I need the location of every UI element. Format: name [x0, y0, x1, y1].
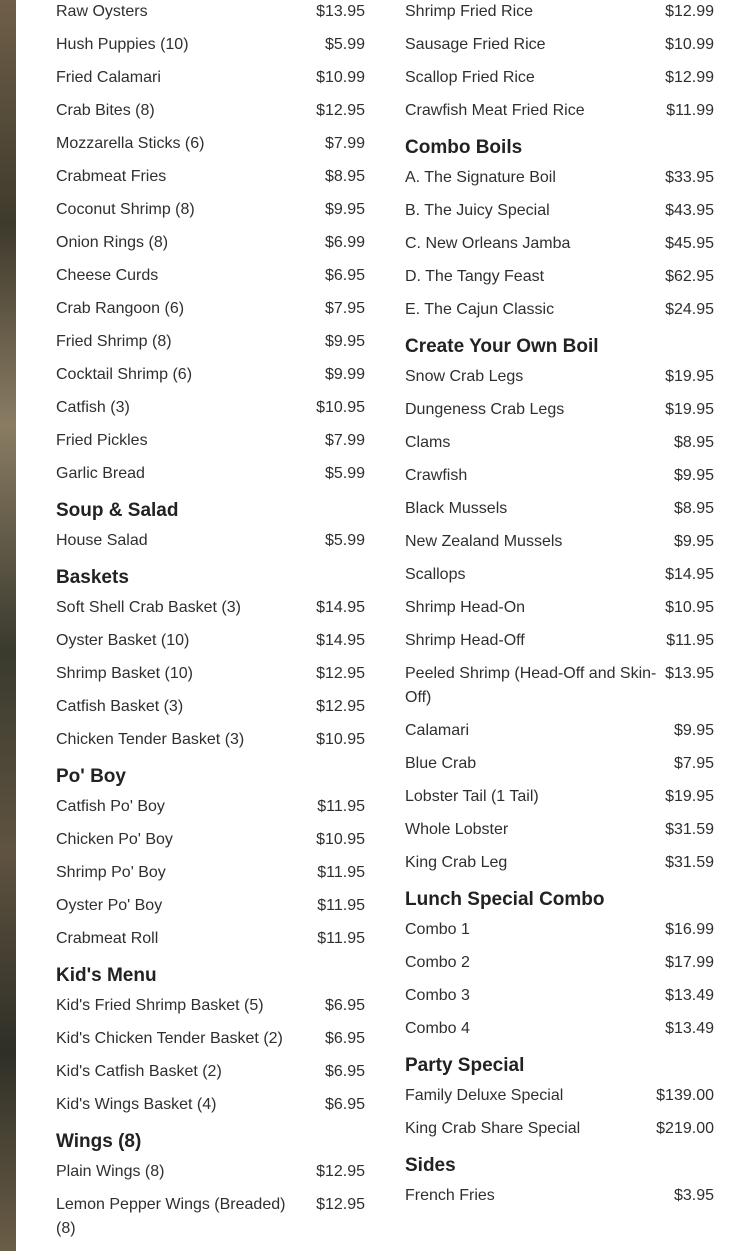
menu-item — [56, 529, 365, 553]
section-heading: Combo Boils — [405, 137, 523, 158]
section-heading: Po' Boy — [56, 766, 126, 787]
menu-item — [405, 298, 714, 322]
menu-item-price: $5.99 — [324, 36, 365, 53]
menu-item-name: Raw Oysters — [56, 3, 148, 20]
menu-item-price: $11.95 — [317, 798, 365, 815]
menu-item-name: Fried Pickles — [56, 432, 148, 449]
menu-item-name: Fried Calamari — [56, 69, 161, 86]
menu-item-name: Fried Shrimp (8) — [56, 333, 172, 350]
menu-item-price: $10.95 — [665, 599, 714, 616]
menu-item-price: $13.95 — [665, 665, 714, 682]
menu-item — [405, 497, 714, 521]
menu-item-name: B. The Juicy Special — [405, 202, 550, 219]
menu-item-name: Kid's Fried Shrimp Basket (5) — [56, 997, 264, 1014]
section-heading: Baskets — [56, 567, 129, 588]
menu-item-price: $12.99 — [665, 69, 714, 86]
menu-item — [56, 728, 365, 752]
menu-section-po-boy — [56, 765, 365, 951]
menu-section-sides — [405, 1154, 714, 1208]
menu-item-name: Crabmeat Fries — [56, 168, 167, 185]
menu-item — [405, 662, 714, 710]
menu-item-price: $12.95 — [316, 1163, 365, 1180]
menu-item-name: Coconut Shrimp (8) — [56, 201, 195, 218]
menu-item-price: $5.99 — [324, 465, 365, 482]
section-heading: Soup & Salad — [56, 500, 179, 521]
menu-item — [56, 198, 365, 222]
menu-item-price: $19.95 — [665, 788, 714, 805]
menu-item-price: $10.95 — [316, 831, 365, 848]
menu-item-price: $9.95 — [673, 467, 714, 484]
menu-item — [56, 662, 365, 686]
menu-item-name: King Crab Leg — [405, 854, 508, 871]
menu-item-price: $8.95 — [324, 168, 365, 185]
menu-item — [405, 851, 714, 875]
menu-item-price: $16.99 — [665, 921, 714, 938]
menu-item-name: Crab Rangoon (6) — [56, 300, 185, 317]
menu-section-left-column-top — [56, 0, 365, 486]
menu-item — [56, 795, 365, 819]
menu-item — [56, 132, 365, 156]
menu-item-name: E. The Cajun Classic — [405, 301, 555, 318]
menu-item — [405, 464, 714, 488]
menu-item — [56, 33, 365, 57]
background-photo-edge — [0, 0, 16, 1251]
menu-item — [405, 530, 714, 554]
menu-item-price: $14.95 — [665, 566, 714, 583]
menu-item — [405, 785, 714, 809]
menu-item-name: Dungeness Crab Legs — [405, 401, 565, 418]
menu-item — [56, 927, 365, 951]
menu-column-left — [56, 0, 365, 1250]
menu-item-price: $6.95 — [324, 997, 365, 1014]
menu-item-price: $19.95 — [665, 368, 714, 385]
menu-item-price: $8.95 — [673, 434, 714, 451]
menu-item — [405, 398, 714, 422]
menu-item-price: $10.99 — [665, 36, 714, 53]
menu-item — [56, 264, 365, 288]
menu-section-create-your-own-boil — [405, 335, 714, 875]
menu-section-wings-8 — [56, 1130, 365, 1241]
menu-item-price: $17.99 — [665, 954, 714, 971]
menu-item — [405, 629, 714, 653]
menu-item-name: Peeled Shrimp (Head-Off and Skin-Off) — [405, 665, 657, 706]
menu-item — [405, 1117, 714, 1141]
menu-item-price: $6.95 — [324, 267, 365, 284]
menu-item-price: $12.95 — [316, 1196, 365, 1213]
menu-item — [405, 431, 714, 455]
menu-item-price: $31.59 — [665, 821, 714, 838]
menu-panel — [16, 0, 750, 1251]
menu-item-name: Shrimp Fried Rice — [405, 3, 534, 20]
menu-item-price: $11.95 — [666, 632, 714, 649]
menu-item-price: $9.95 — [324, 201, 365, 218]
menu-item-name: Crawfish — [405, 467, 468, 484]
menu-item — [405, 918, 714, 942]
menu-item — [56, 629, 365, 653]
menu-item-name: Shrimp Head-On — [405, 599, 526, 616]
menu-item-name: Combo 3 — [405, 987, 470, 1004]
menu-item-price: $7.95 — [673, 755, 714, 772]
section-heading: Wings (8) — [56, 1131, 142, 1152]
menu-item-price: $45.95 — [665, 235, 714, 252]
menu-item-price: $219.00 — [656, 1120, 714, 1137]
menu-item-price: $8.95 — [673, 500, 714, 517]
menu-item-price: $12.95 — [316, 102, 365, 119]
menu-item-price: $5.99 — [324, 532, 365, 549]
menu-item-name: Mozzarella Sticks (6) — [56, 135, 205, 152]
menu-item — [56, 0, 365, 24]
menu-item-name: Crawfish Meat Fried Rice — [405, 102, 585, 119]
menu-item — [405, 166, 714, 190]
menu-item — [405, 818, 714, 842]
menu-item-price: $31.59 — [665, 854, 714, 871]
menu-item-price: $9.95 — [324, 333, 365, 350]
menu-item — [405, 199, 714, 223]
menu-item-price: $6.99 — [324, 234, 365, 251]
menu-item-name: Oyster Basket (10) — [56, 632, 190, 649]
menu-item-name: Lemon Pepper Wings (Breaded) (8) — [56, 1196, 286, 1237]
menu-item-price: $10.95 — [316, 731, 365, 748]
menu-section-kid-s-menu — [56, 964, 365, 1117]
menu-item-name: Scallop Fried Rice — [405, 69, 535, 86]
menu-item-name: Hush Puppies (10) — [56, 36, 189, 53]
menu-item-name: Scallops — [405, 566, 466, 583]
menu-item — [56, 429, 365, 453]
menu-item — [405, 719, 714, 743]
menu-item — [405, 265, 714, 289]
menu-item — [56, 297, 365, 321]
menu-item — [56, 66, 365, 90]
menu-item-name: House Salad — [56, 532, 148, 549]
menu-item-name: Catfish Po' Boy — [56, 798, 165, 815]
menu-item-name: King Crab Share Special — [405, 1120, 581, 1137]
menu-item-name: Whole Lobster — [405, 821, 509, 838]
menu-item-price: $11.95 — [317, 930, 365, 947]
menu-item-price: $3.95 — [673, 1187, 714, 1204]
menu-item-name: Catfish Basket (3) — [56, 698, 184, 715]
menu-item — [56, 396, 365, 420]
section-heading: Lunch Special Combo — [405, 889, 605, 910]
section-heading: Kid's Menu — [56, 965, 157, 986]
menu-item-name: A. The Signature Boil — [405, 169, 556, 186]
menu-item-name: French Fries — [405, 1187, 495, 1204]
menu-item-name: Crabmeat Roll — [56, 930, 159, 947]
menu-item-name: Shrimp Head-Off — [405, 632, 525, 649]
menu-item — [56, 1160, 365, 1184]
menu-item — [56, 363, 365, 387]
menu-item-price: $62.95 — [665, 268, 714, 285]
menu-section-combo-boils — [405, 136, 714, 322]
menu-item — [56, 1060, 365, 1084]
menu-item — [405, 66, 714, 90]
menu-item — [405, 951, 714, 975]
menu-item-name: Combo 4 — [405, 1020, 470, 1037]
menu-item — [405, 1184, 714, 1208]
menu-item — [56, 1093, 365, 1117]
menu-item-price: $24.95 — [665, 301, 714, 318]
menu-item-name: Garlic Bread — [56, 465, 145, 482]
menu-item-name: Plain Wings (8) — [56, 1163, 165, 1180]
menu-section-lunch-special-combo — [405, 888, 714, 1041]
menu-item-name: Lobster Tail (1 Tail) — [405, 788, 539, 805]
menu-item-price: $9.95 — [673, 722, 714, 739]
menu-item — [405, 984, 714, 1008]
menu-item-name: New Zealand Mussels — [405, 533, 563, 550]
menu-item-price: $33.95 — [665, 169, 714, 186]
menu-item-name: Combo 1 — [405, 921, 470, 938]
menu-item-price: $6.95 — [324, 1063, 365, 1080]
menu-item-name: Onion Rings (8) — [56, 234, 169, 251]
menu-item-price: $12.95 — [316, 698, 365, 715]
menu-section-party-special — [405, 1054, 714, 1141]
menu-item-price: $9.99 — [324, 366, 365, 383]
menu-item — [405, 1017, 714, 1041]
menu-item — [56, 165, 365, 189]
menu-item-price: $10.99 — [316, 69, 365, 86]
menu-item-price: $11.95 — [317, 864, 365, 881]
menu-item-price: $13.49 — [665, 987, 714, 1004]
menu-item — [56, 231, 365, 255]
menu-item-name: Kid's Wings Basket (4) — [56, 1096, 217, 1113]
menu-item — [56, 99, 365, 123]
menu-item-price: $139.00 — [656, 1087, 714, 1104]
menu-item — [56, 462, 365, 486]
menu-item-name: Kid's Catfish Basket (2) — [56, 1063, 222, 1080]
menu-item-price: $14.95 — [316, 632, 365, 649]
menu-item — [405, 0, 714, 24]
menu-item-price: $7.99 — [324, 135, 365, 152]
menu-item — [56, 695, 365, 719]
menu-item — [405, 596, 714, 620]
menu-item — [405, 365, 714, 389]
menu-item-name: Shrimp Po' Boy — [56, 864, 166, 881]
menu-item-name: Calamari — [405, 722, 470, 739]
menu-item — [56, 994, 365, 1018]
menu-item-price: $7.95 — [324, 300, 365, 317]
menu-item — [56, 330, 365, 354]
menu-item — [56, 894, 365, 918]
menu-item-name: Snow Crab Legs — [405, 368, 524, 385]
menu-section-right-column-top — [405, 0, 714, 123]
menu-item-name: Clams — [405, 434, 451, 451]
menu-item-price: $6.95 — [324, 1096, 365, 1113]
menu-item — [405, 33, 714, 57]
menu-item-price: $7.99 — [324, 432, 365, 449]
menu-item — [405, 752, 714, 776]
menu-item-price: $43.95 — [665, 202, 714, 219]
menu-item — [56, 596, 365, 620]
menu-item-price: $9.95 — [673, 533, 714, 550]
menu-item-price: $13.49 — [665, 1020, 714, 1037]
menu-item-price: $13.95 — [316, 3, 365, 20]
menu-item-name: Chicken Po' Boy — [56, 831, 173, 848]
menu-item — [405, 1084, 714, 1108]
section-heading: Sides — [405, 1155, 456, 1176]
menu-item-name: Soft Shell Crab Basket (3) — [56, 599, 241, 616]
menu-item — [56, 828, 365, 852]
menu-item-name: Shrimp Basket (10) — [56, 665, 193, 682]
menu-item — [56, 1027, 365, 1051]
menu-section-soup-salad — [56, 499, 365, 553]
menu-item-name: Cocktail Shrimp (6) — [56, 366, 193, 383]
menu-item — [405, 99, 714, 123]
menu-item — [56, 861, 365, 885]
menu-item-name: D. The Tangy Feast — [405, 268, 545, 285]
section-heading: Create Your Own Boil — [405, 336, 599, 357]
menu-item-name: Family Deluxe Special — [405, 1087, 564, 1104]
menu-item-name: Combo 2 — [405, 954, 470, 971]
menu-item-name: Sausage Fried Rice — [405, 36, 546, 53]
menu-item-name: Catfish (3) — [56, 399, 130, 416]
section-heading: Party Special — [405, 1055, 525, 1076]
menu-item — [405, 563, 714, 587]
menu-column-right — [405, 0, 714, 1217]
menu-item — [56, 1193, 365, 1241]
menu-item-name: Blue Crab — [405, 755, 477, 772]
menu-item — [405, 232, 714, 256]
menu-section-baskets — [56, 566, 365, 752]
menu-item-price: $19.95 — [665, 401, 714, 418]
menu-item-name: Kid's Chicken Tender Basket (2) — [56, 1030, 283, 1047]
menu-item-name: Black Mussels — [405, 500, 508, 517]
menu-item-price: $12.95 — [316, 665, 365, 682]
menu-item-price: $14.95 — [316, 599, 365, 616]
menu-item-price: $11.95 — [317, 897, 365, 914]
menu-item-name: Cheese Curds — [56, 267, 159, 284]
menu-item-name: Oyster Po' Boy — [56, 897, 163, 914]
menu-item-name: Crab Bites (8) — [56, 102, 155, 119]
menu-item-name: C. New Orleans Jamba — [405, 235, 571, 252]
menu-item-price: $11.99 — [666, 102, 714, 119]
menu-item-name: Chicken Tender Basket (3) — [56, 731, 245, 748]
menu-item-price: $10.95 — [316, 399, 365, 416]
menu-item-price: $6.95 — [324, 1030, 365, 1047]
menu-item-price: $12.99 — [665, 3, 714, 20]
